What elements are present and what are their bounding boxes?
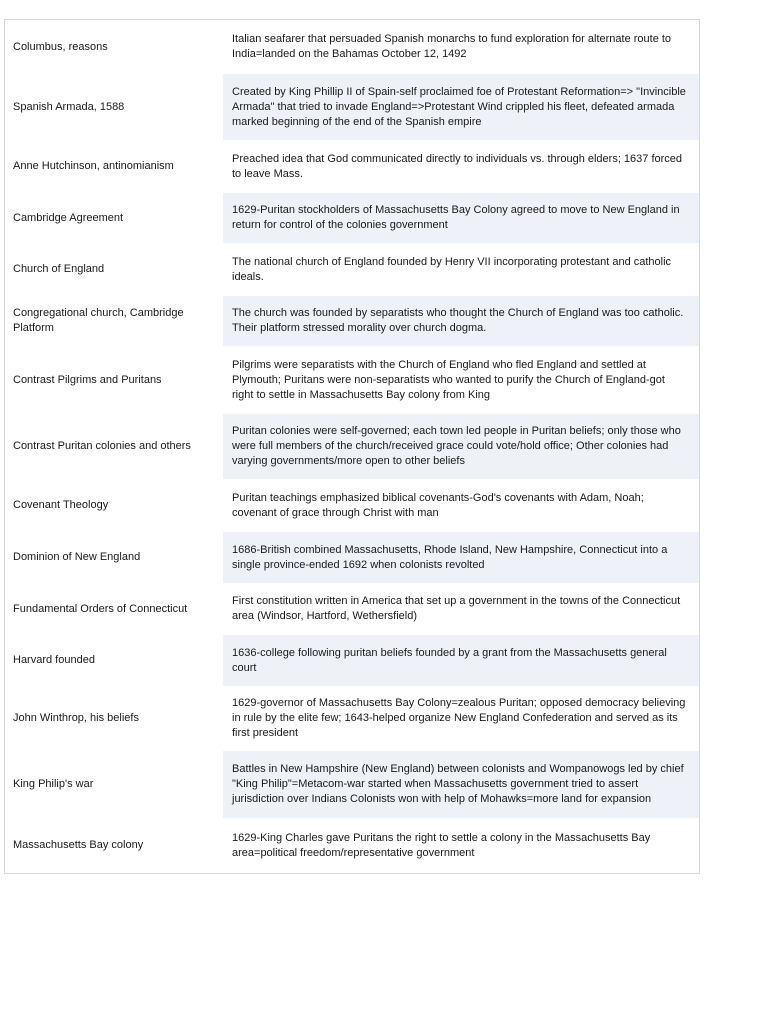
definition-cell: Italian seafarer that persuaded Spanish monarchs to fund exploration for alternate route to India=landed on the Bahamas October 12, 1492 <box>223 20 699 74</box>
definition-cell: 1686-British combined Massachusetts, Rhode Island, New Hampshire, Connecticut into a single province-ended 1692 when colonists revolted <box>223 532 699 583</box>
term-cell: Contrast Pilgrims and Puritans <box>5 346 223 414</box>
term-cell: Anne Hutchinson, antinomianism <box>5 140 223 193</box>
term-cell: Church of England <box>5 243 223 296</box>
definition-cell: The national church of England founded by Henry VII incorporating protestant and catholic ideals. <box>223 243 699 296</box>
term-cell: King Philip's war <box>5 751 223 818</box>
definition-cell: The church was founded by separatists who thought the Church of England was too catholic. Their platform stressed morality over church dogma. <box>223 296 699 346</box>
table-row <box>5 479 699 532</box>
glossary-table <box>5 20 699 873</box>
table-row <box>5 686 699 751</box>
term-cell: John Winthrop, his beliefs <box>5 686 223 751</box>
term-cell: Columbus, reasons <box>5 20 223 74</box>
table-row <box>5 74 699 140</box>
table-row <box>5 635 699 686</box>
definition-cell: 1629-King Charles gave Puritans the right to settle a colony in the Massachusetts Bay area=political freedom/representative government <box>223 818 699 873</box>
definition-cell: First constitution written in America that set up a government in the towns of the Connecticut area (Windsor, Hartford, Wethersfield) <box>223 583 699 635</box>
table-row <box>5 346 699 414</box>
table-row <box>5 532 699 583</box>
table-row <box>5 20 699 74</box>
table-row <box>5 140 699 193</box>
table-row <box>5 193 699 243</box>
term-cell: Dominion of New England <box>5 532 223 583</box>
table-row <box>5 414 699 479</box>
definition-cell: 1629-Puritan stockholders of Massachusetts Bay Colony agreed to move to New England in return for control of the colonies government <box>223 193 699 243</box>
definition-cell: Puritan teachings emphasized biblical covenants-God's covenants with Adam, Noah; covenant of grace through Christ with man <box>223 479 699 532</box>
definition-cell: Pilgrims were separatists with the Church of England who fled England and settled at Plymouth; Puritans were non-separatists who wanted to purify the Church of England-got right to settle in Massachusetts Bay colony from King <box>223 346 699 414</box>
table-row <box>5 243 699 296</box>
definition-cell: Puritan colonies were self-governed; each town led people in Puritan beliefs; only those who were full members of the church/received grace could vote/hold office; Other colonies had varying governments/more open to other beliefs <box>223 414 699 479</box>
table-row <box>5 818 699 873</box>
table-row <box>5 751 699 818</box>
term-cell: Covenant Theology <box>5 479 223 532</box>
definition-cell: 1629-governor of Massachusetts Bay Colony=zealous Puritan; opposed democracy believing in rule by the elite few; 1643-helped organize New England Confederation and served as its first president <box>223 686 699 751</box>
term-cell: Cambridge Agreement <box>5 193 223 243</box>
table-row <box>5 583 699 635</box>
term-cell: Spanish Armada, 1588 <box>5 74 223 140</box>
term-cell: Contrast Puritan colonies and others <box>5 414 223 479</box>
definition-cell: 1636-college following puritan beliefs founded by a grant from the Massachusetts general court <box>223 635 699 686</box>
term-cell: Massachusetts Bay colony <box>5 818 223 873</box>
table-row <box>5 296 699 346</box>
term-cell: Congregational church, Cambridge Platform <box>5 296 223 346</box>
definition-cell: Battles in New Hampshire (New England) between colonists and Wompanowogs led by chief "King Philip"=Metacom-war started when Massachusetts government tried to assert jurisdiction over Indians Colonists won with help of Mohawks=more land for expansion <box>223 751 699 818</box>
glossary-card <box>4 19 700 874</box>
term-cell: Fundamental Orders of Connecticut <box>5 583 223 635</box>
term-cell: Harvard founded <box>5 635 223 686</box>
definition-cell: Preached idea that God communicated directly to individuals vs. through elders; 1637 forced to leave Mass. <box>223 140 699 193</box>
definition-cell: Created by King Phillip II of Spain-self proclaimed foe of Protestant Reformation=> "Invincible Armada" that tried to invade England=>Protestant Wind crippled his fleet, defeated armada marked beginning of the end of the Spanish empire <box>223 74 699 140</box>
